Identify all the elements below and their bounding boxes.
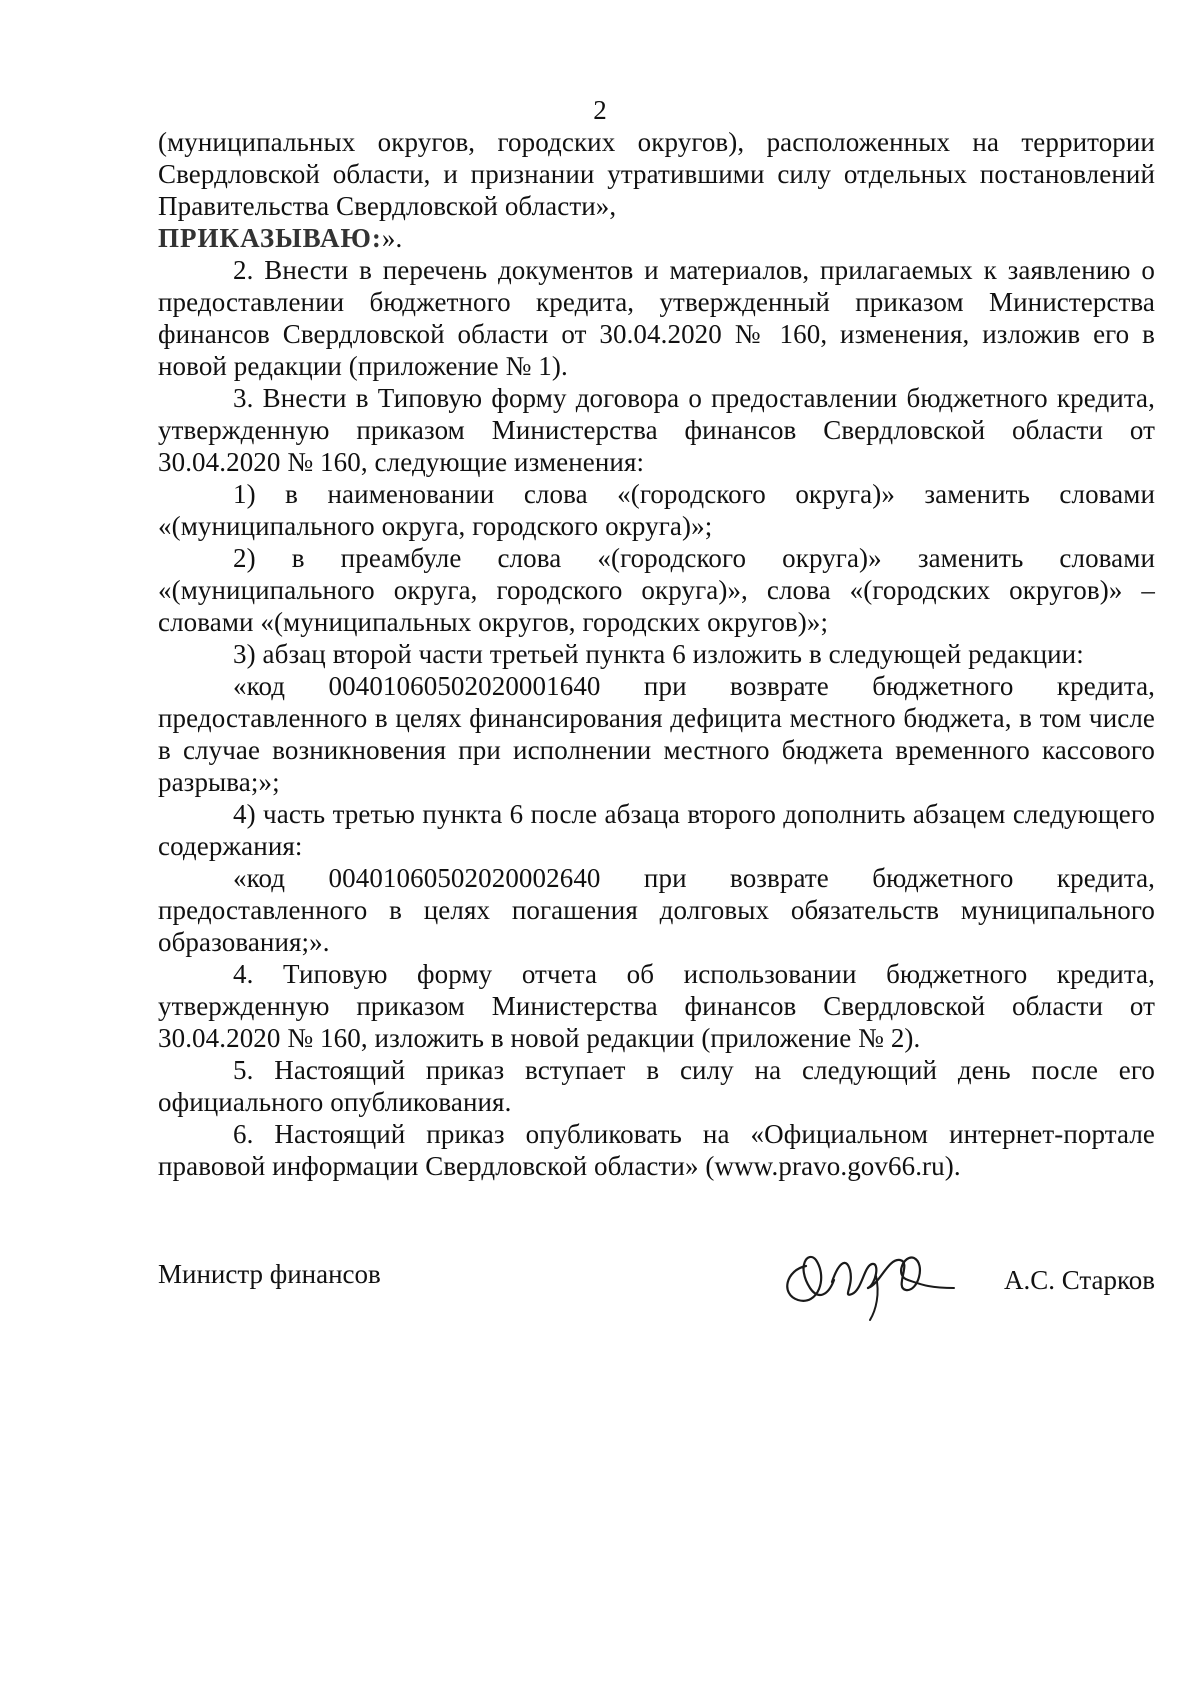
- paragraph-continuation: (муниципальных округов, городских округов), расположенных на территории Свердловской области, и признании утратившими силу отдельных постановлений Правительства Свердловской области»,: [158, 127, 1155, 221]
- order-word: ПРИКАЗЫВАЮ:: [158, 223, 382, 253]
- signature-block: [158, 1236, 1155, 1326]
- order-suffix: ».: [381, 223, 403, 253]
- paragraph-code-2640: «код 00401060502020002640 при возврате бюджетного кредита, предоставленного в целях погашения долговых обязательств муниципального образования;».: [158, 863, 1155, 957]
- paragraph-subitem-2: 2) в преамбуле слова «(городского округа)» заменить словами «(муниципального округа, городского округа)», слова «(городских округов)» – словами «(муниципальных округов, городских округов)»;: [158, 543, 1155, 637]
- paragraph-subitem-4: 4) часть третью пункта 6 после абзаца второго дополнить абзацем следующего содержания:: [158, 799, 1155, 861]
- paragraph-code-1640: «код 00401060502020001640 при возврате бюджетного кредита, предоставленного в целях финансирования дефицита местного бюджета, в том числе в случае возникновения при исполнении местного бюджета временного кассового разрыва;»;: [158, 671, 1155, 797]
- paragraph-item-2: 2. Внести в перечень документов и материалов, прилагаемых к заявлению о предоставлении бюджетного кредита, утвержденный приказом Министерства финансов Свердловской области от 30.04.2020 № 160, изменения, изложив его в новой редакции (приложение № 1).: [158, 255, 1155, 381]
- paragraph-item-5: 5. Настоящий приказ вступает в силу на следующий день после его официального опубликования.: [158, 1055, 1155, 1117]
- paragraph-item-4: 4. Типовую форму отчета об использовании бюджетного кредита, утвержденную приказом Министерства финансов Свердловской области от 30.04.2020 № 160, изложить в новой редакции (приложение № 2).: [158, 959, 1155, 1053]
- paragraph-item-6: 6. Настоящий приказ опубликовать на «Официальном интернет-портале правовой информации Свердловской области» (www.pravo.gov66.ru).: [158, 1119, 1155, 1181]
- signatory-name: А.С. Старков: [1003, 1265, 1155, 1295]
- paragraph-subitem-3: 3) абзац второй части третьей пункта 6 изложить в следующей редакции:: [233, 639, 1084, 669]
- paragraph-item-3: 3. Внести в Типовую форму договора о предоставлении бюджетного кредита, утвержденную приказом Министерства финансов Свердловской области от 30.04.2020 № 160, следующие изменения:: [158, 383, 1155, 477]
- handwritten-signature: [776, 1236, 956, 1324]
- signatory-position: Министр финансов: [158, 1259, 381, 1289]
- document-body: [158, 126, 1155, 1182]
- page-number: 2: [593, 95, 607, 125]
- paragraph-subitem-1: 1) в наименовании слова «(городского округа)» заменить словами «(муниципального округа, городского округа)»;: [158, 479, 1155, 541]
- order-line: [158, 222, 1155, 254]
